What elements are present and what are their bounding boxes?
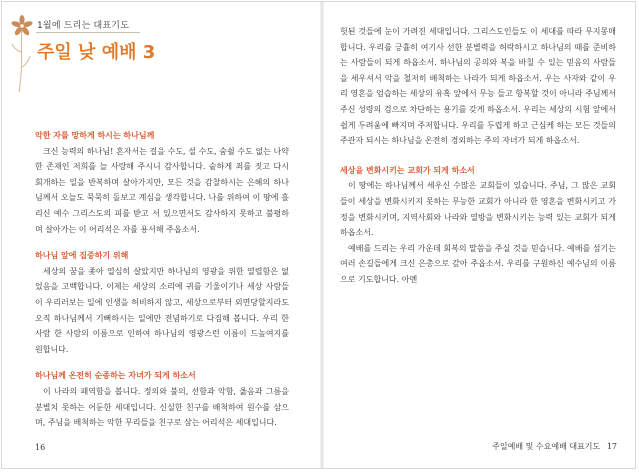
- section-heading: 악한 자를 망하게 하시는 하나님께: [35, 130, 155, 140]
- section-heading: 하나님 앞에 집중하기 위해: [35, 250, 129, 261]
- right-page: [324, 2, 635, 468]
- section-paragraph: 예배를 드리는 우리 가운데 회복의 말씀을 주실 것을 믿습니다. 예배를 섬기는 여러 손길들에게 크신 은총으로 갚아 주옵소서. 우리를 구원하신 예수님의 이름으로 기도합니다. 아멘: [340, 243, 616, 284]
- right-body: [340, 24, 616, 288]
- page-title: 주일 낮 예배 3: [37, 42, 156, 63]
- section-paragraph: 세상의 꿈을 좇아 열심히 살았지만 하나님의 영광을 위한 열렬함은 없었음을 고백합니다. 이제는 세상의 소리에 귀를 기울이기나 세상 사람들이 우리러보는 일에 인생을 허비하지 않고, 세상으로부터 외면당할지라도 오직 하나님께서 기뻐하시는 일에만 전념하기로 다짐해 봅니다. 우리 한 사람 한 사람의 이름으로 인하여 하나님의 영광스런 이름이 드높여지를 원합니다.: [35, 266, 289, 354]
- left-body: [35, 128, 289, 431]
- book-spread: [2, 2, 635, 468]
- section-paragraph: 이 땅에는 하나님께서 세우신 수많은 교회들이 있습니다. 주님, 그 많은 교회들이 세상을 변화시키지 못하는 무능한 교회가 아니라 한 영혼을 변화시키고 가정을 변화시키며, 지역사회와 나라와 열방을 변화시키는 능력 있는 교회가 되게 하옵소서.: [340, 181, 616, 238]
- header-divider: [36, 32, 140, 33]
- page-number-right: 17: [606, 442, 617, 451]
- series-label: 1월에 드리는 대표기도: [37, 21, 130, 31]
- page-number-left: 16: [35, 443, 46, 452]
- left-page: [2, 2, 320, 468]
- footer-title: 주일예배 및 수요예배 대표기도: [492, 442, 601, 451]
- section-paragraph: 이 나라의 패역함을 봅니다. 정의와 불의, 선함과 악함, 옳음과 그름을 분별치 못하는 어둔한 세대입니다. 신실한 친구를 배척하여 원수를 삼으며, 주님을 배척하는 악한 무리들을 친구로 삼는 어리석은 세대입니다.: [35, 386, 289, 428]
- section-heading: 세상을 변화시키는 교회가 되게 하소서: [340, 164, 475, 175]
- flower-ornament-icon: [6, 12, 34, 96]
- section-paragraph: 크신 능력의 하나님! 혼자서는 걸을 수도, 설 수도, 숨쉴 수도 없는 나약한 존재인 저희를 늘 사랑해 주시니 감사합니다. 숱하게 죄를 짓고 다시 회개하는 일을 반복하며 살아가지만, 모든 것을 감찰하시는 은혜의 하나님께서 오늘도 묵묵히 돌보고 계심을 생각합니다. 나를 위하여 이 땅에 흘리신 예수 그리스도의 피를 받고 서 있으면서도 감사하지 못하고 불평하며 살아가는 이 어리석은 자를 용서해 주옵소서.: [35, 146, 289, 234]
- running-footer: [492, 441, 617, 452]
- section-heading: 하나님께 온전히 순종하는 자녀가 되게 하소서: [35, 370, 196, 381]
- continued-paragraph: 헛된 것들에 눈이 가려진 세대입니다. 그리스도인들도 이 세대를 따라 무지몽매합니다. 우리를 긍휼히 여기사 선한 분별력을 허락하시고 하나님의 때를 준비하는 사람들이 되게 하옵소서. 하나님의 공의와 복을 바칠 수 있는 믿음의 사람들을 세우셔서 악을 철저히 배척하는 나라가 되게 하옵소서. 우는 사자와 같이 우리 영혼을 엄습하는 세상의 유혹 앞에서 무능 들고 항복할 것이 아니라 주님께서 주신 성령의 검으로 차단하는 용기를 갖게 하옵소서. 우리는 세상의 시험 앞에서 쉽게 두려움에 빠지며 주저합니다. 우리를 두렵게 하고 근심케 하는 모든 것들의 주관자 되시는 하나님을 온전히 경외하는 주의 자녀가 되게 하옵소서.: [340, 27, 616, 146]
